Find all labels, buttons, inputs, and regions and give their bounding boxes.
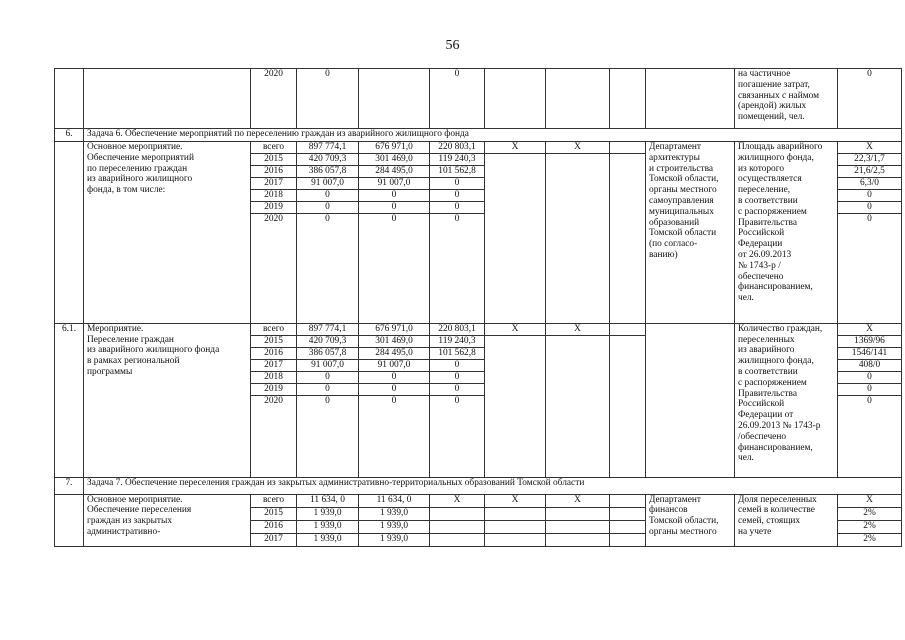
value-cell: 0 <box>430 69 485 129</box>
value-cell <box>485 507 546 520</box>
empty-cell <box>546 335 610 477</box>
value-cell <box>485 533 546 546</box>
value-cell: 0 <box>297 371 359 383</box>
page-number: 56 <box>445 38 460 53</box>
value-cell: 0 <box>430 395 485 477</box>
num-cell: 6.1. <box>55 323 84 477</box>
value-cell <box>546 507 610 520</box>
indicator-value-cell: 408/0 <box>838 359 902 371</box>
value-cell <box>430 520 485 533</box>
x-cell: Х <box>546 323 610 335</box>
indicator-value-cell: 0 <box>838 69 902 129</box>
year-cell: 2020 <box>251 213 297 323</box>
task-header-row <box>55 129 902 142</box>
indicator-name-cell: Количество граждан, переселенных из аварийного жилищного фонда, в соответствии с распоряжением Правительства Российской Федерации от 26.09.2013 № 1743-р /обеспечено финансированием, чел. <box>735 323 838 477</box>
year-cell: 2016 <box>251 347 297 359</box>
num-cell <box>55 494 84 546</box>
value-cell: 0 <box>359 383 430 395</box>
year-cell: 2015 <box>251 153 297 165</box>
indicator-value-cell: 2% <box>838 520 902 533</box>
x-cell: Х <box>485 142 546 154</box>
value-cell: 284 495,0 <box>359 165 430 177</box>
measure-name: Мероприятие. Переселение граждан из аварийного жилищного фонда в рамках региональной программы <box>84 323 251 477</box>
value-cell: 1 939,0 <box>297 520 359 533</box>
value-cell: 101 562,8 <box>430 165 485 177</box>
value-cell: 91 007,0 <box>359 177 430 189</box>
year-cell: 2016 <box>251 165 297 177</box>
table-row <box>55 323 902 335</box>
responsible-cell <box>646 323 735 477</box>
empty-cell <box>610 533 646 546</box>
value-cell: 0 <box>430 359 485 371</box>
indicator-value-cell: 0 <box>838 201 902 213</box>
value-cell: 386 057,8 <box>297 347 359 359</box>
empty-cell <box>485 153 546 323</box>
responsible-cell: Департамент архитектуры и строительства Томской области, органы местного самоуправления муниципальных образований Томской области (по согласо- ванию) <box>646 142 735 324</box>
empty-cell <box>610 494 646 507</box>
value-cell: 119 240,3 <box>430 153 485 165</box>
value-cell: 91 007,0 <box>297 177 359 189</box>
continuation-row <box>55 69 902 129</box>
indicator-name-cell: на частичное погашение затрат, связанных с наймом (арендой) жилых помещений, чел. <box>735 69 838 129</box>
value-cell: 0 <box>430 189 485 201</box>
value-cell: 386 057,8 <box>297 165 359 177</box>
value-cell: 676 971,0 <box>359 323 430 335</box>
value-cell <box>430 507 485 520</box>
value-cell: 101 562,8 <box>430 347 485 359</box>
value-cell: 1 939,0 <box>359 520 430 533</box>
value-cell: 676 971,0 <box>359 142 430 154</box>
value-cell: Х <box>485 494 546 507</box>
task-number: 6. <box>55 129 84 142</box>
value-cell: 0 <box>297 201 359 213</box>
value-cell <box>610 69 646 129</box>
num-cell <box>55 142 84 324</box>
value-cell: 420 709,3 <box>297 153 359 165</box>
task-title: Задача 7. Обеспечение переселения граждан из закрытых административно-территориальных образований Томской области <box>84 477 902 494</box>
value-cell: 0 <box>297 189 359 201</box>
program-table <box>54 68 902 547</box>
value-cell: 0 <box>297 383 359 395</box>
year-cell: всего <box>251 142 297 154</box>
indicator-name-cell: Доля переселенных семей в количестве семей, стоящих на учете <box>735 494 838 546</box>
value-cell <box>359 69 430 129</box>
year-cell: 2020 <box>251 69 297 129</box>
value-cell: 0 <box>297 395 359 477</box>
year-cell: 2016 <box>251 520 297 533</box>
empty-cell <box>610 520 646 533</box>
value-cell: 897 774,1 <box>297 323 359 335</box>
indicator-value-cell: 0 <box>838 371 902 383</box>
year-cell: 2017 <box>251 359 297 371</box>
num-cell <box>55 69 84 129</box>
year-cell: 2020 <box>251 395 297 477</box>
year-cell: 2017 <box>251 533 297 546</box>
value-cell <box>546 69 610 129</box>
table-row <box>55 494 902 507</box>
indicator-name-cell: Площадь аварийного жилищного фонда, из которого осуществляется переселение, в соответствии с распоряжением Правительства Российской Федерации от 26.09.2013 № 1743-р / обеспечено финансированием, чел. <box>735 142 838 324</box>
value-cell: Х <box>430 494 485 507</box>
indicator-value-cell: 22,3/1,7 <box>838 153 902 165</box>
value-cell: 0 <box>430 213 485 323</box>
value-cell: 897 774,1 <box>297 142 359 154</box>
year-cell: 2018 <box>251 189 297 201</box>
indicator-value-cell: 0 <box>838 383 902 395</box>
indicator-value-cell: 0 <box>838 189 902 201</box>
value-cell: 0 <box>359 201 430 213</box>
value-cell <box>546 520 610 533</box>
value-cell: 0 <box>430 177 485 189</box>
value-cell: 11 634, 0 <box>359 494 430 507</box>
year-cell: 2019 <box>251 383 297 395</box>
responsible-cell: Департамент финансов Томской области, органы местного <box>646 494 735 546</box>
value-cell <box>546 533 610 546</box>
value-cell <box>485 69 546 129</box>
value-cell: 0 <box>430 383 485 395</box>
year-cell: 2015 <box>251 335 297 347</box>
table-body <box>55 69 902 547</box>
task-header-row <box>55 477 902 494</box>
task-title: Задача 6. Обеспечение мероприятий по переселению граждан из аварийного жилищного фонда <box>84 129 902 142</box>
value-cell: 301 469,0 <box>359 153 430 165</box>
year-cell: 2017 <box>251 177 297 189</box>
value-cell: 1 939,0 <box>359 507 430 520</box>
empty-cell <box>485 335 546 477</box>
value-cell <box>485 520 546 533</box>
value-cell: 11 634, 0 <box>297 494 359 507</box>
indicator-value-cell: 2% <box>838 533 902 546</box>
table-row <box>55 142 902 154</box>
value-cell: 220 803,1 <box>430 323 485 335</box>
indicator-value-cell: 6,3/0 <box>838 177 902 189</box>
value-cell: 0 <box>430 201 485 213</box>
value-cell: 91 007,0 <box>359 359 430 371</box>
empty-cell <box>546 153 610 323</box>
indicator-value-cell: Х <box>838 494 902 507</box>
value-cell: 0 <box>430 371 485 383</box>
x-cell: Х <box>485 323 546 335</box>
task-number: 7. <box>55 477 84 494</box>
value-cell: Х <box>546 494 610 507</box>
value-cell: 1 939,0 <box>297 507 359 520</box>
value-cell: 220 803,1 <box>430 142 485 154</box>
value-cell: 0 <box>359 371 430 383</box>
empty-cell <box>610 323 646 335</box>
indicator-value-cell: Х <box>838 142 902 154</box>
value-cell: 1 939,0 <box>297 533 359 546</box>
name-cell <box>84 69 251 129</box>
value-cell: 91 007,0 <box>297 359 359 371</box>
indicator-value-cell: 2% <box>838 507 902 520</box>
x-cell: Х <box>546 142 610 154</box>
measure-name: Основное мероприятие. Обеспечение мероприятий по переселению граждан из аварийного жилищного фонда, в том числе: <box>84 142 251 324</box>
value-cell <box>430 533 485 546</box>
indicator-value-cell: 21,6/2,5 <box>838 165 902 177</box>
measure-name: Основное мероприятие. Обеспечение переселения граждан из закрытых административно- <box>84 494 251 546</box>
responsible-cell <box>646 69 735 129</box>
year-cell: 2019 <box>251 201 297 213</box>
empty-cell <box>610 335 646 477</box>
empty-cell <box>610 507 646 520</box>
indicator-value-cell: 0 <box>838 213 902 323</box>
year-cell: 2015 <box>251 507 297 520</box>
value-cell: 0 <box>359 189 430 201</box>
indicator-value-cell: 1546/141 <box>838 347 902 359</box>
value-cell: 284 495,0 <box>359 347 430 359</box>
value-cell: 1 939,0 <box>359 533 430 546</box>
value-cell: 0 <box>359 213 430 323</box>
value-cell: 0 <box>297 69 359 129</box>
year-cell: 2018 <box>251 371 297 383</box>
year-cell: всего <box>251 494 297 507</box>
indicator-value-cell: Х <box>838 323 902 335</box>
value-cell: 420 709,3 <box>297 335 359 347</box>
value-cell: 301 469,0 <box>359 335 430 347</box>
value-cell: 0 <box>297 213 359 323</box>
indicator-value-cell: 1369/96 <box>838 335 902 347</box>
year-cell: всего <box>251 323 297 335</box>
empty-cell <box>610 142 646 154</box>
value-cell: 119 240,3 <box>430 335 485 347</box>
empty-cell <box>610 153 646 323</box>
indicator-value-cell: 0 <box>838 395 902 477</box>
value-cell: 0 <box>359 395 430 477</box>
